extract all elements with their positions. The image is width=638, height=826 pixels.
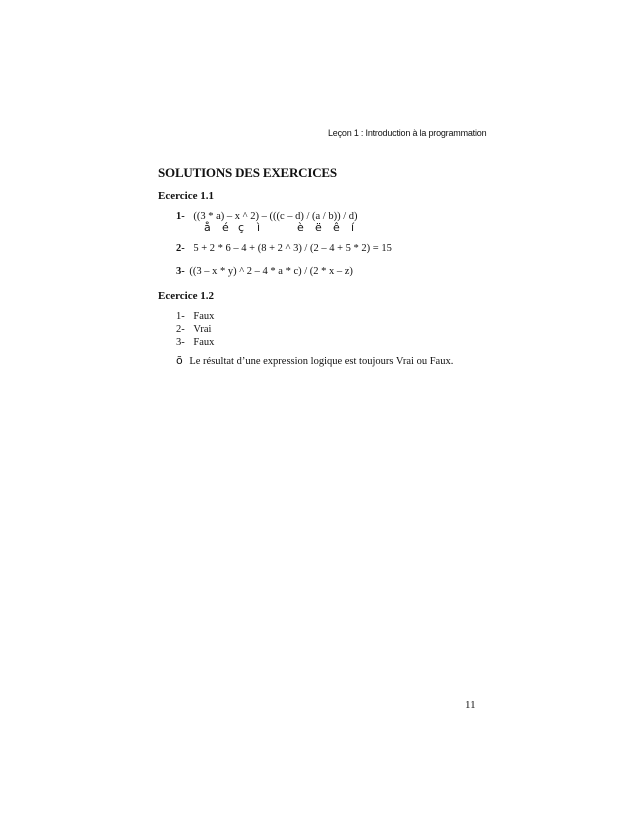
exercise-2-heading: Ecercice 1.2	[158, 290, 214, 302]
note-text: Le résultat d’une expression logique est toujours Vrai ou Faux.	[189, 356, 454, 367]
conclusion-note	[176, 354, 453, 367]
expression-text: ((3 – x * y) ^ 2 – 4 * a * c) / (2 * x – z)	[189, 266, 353, 277]
arrow-bullet-icon: õ	[176, 354, 183, 367]
exercise-2-item-2	[176, 324, 211, 335]
order-mark: è	[297, 221, 304, 234]
exercise-2-item-1	[176, 311, 214, 322]
exercise-1-item-3	[176, 266, 353, 277]
item-number: 3-	[176, 266, 185, 277]
exercise-1-item-2	[176, 243, 392, 254]
answer-text: Faux	[193, 337, 215, 348]
page-title: SOLUTIONS DES EXERCICES	[158, 165, 337, 180]
item-number: 1-	[176, 311, 185, 322]
item-number: 1-	[176, 211, 185, 222]
item-number: 3-	[176, 337, 185, 348]
order-mark: ç	[238, 221, 245, 234]
page-number: 11	[465, 699, 476, 711]
item-number: 2-	[176, 324, 185, 335]
answer-text: Faux	[193, 311, 215, 322]
order-mark: ì	[257, 221, 261, 234]
order-mark: ë	[315, 221, 322, 234]
evaluation-order-marks	[0, 221, 638, 235]
order-mark: í	[351, 221, 355, 234]
order-mark: é	[222, 221, 229, 234]
item-number: 2-	[176, 243, 185, 254]
exercise-1-heading: Ecercice 1.1	[158, 190, 214, 202]
exercise-2-item-3	[176, 337, 214, 348]
expression-text: ((3 * a) – x ^ 2) – (((c – d) / (a / b)) / d)	[193, 211, 358, 222]
order-mark: å	[204, 221, 211, 234]
answer-text: Vrai	[193, 324, 212, 335]
running-header: Leçon 1 : Introduction à la programmation	[328, 128, 487, 138]
expression-text: 5 + 2 * 6 – 4 + (8 + 2 ^ 3) / (2 – 4 + 5 * 2) = 15	[193, 243, 392, 254]
order-mark: ê	[333, 221, 340, 234]
